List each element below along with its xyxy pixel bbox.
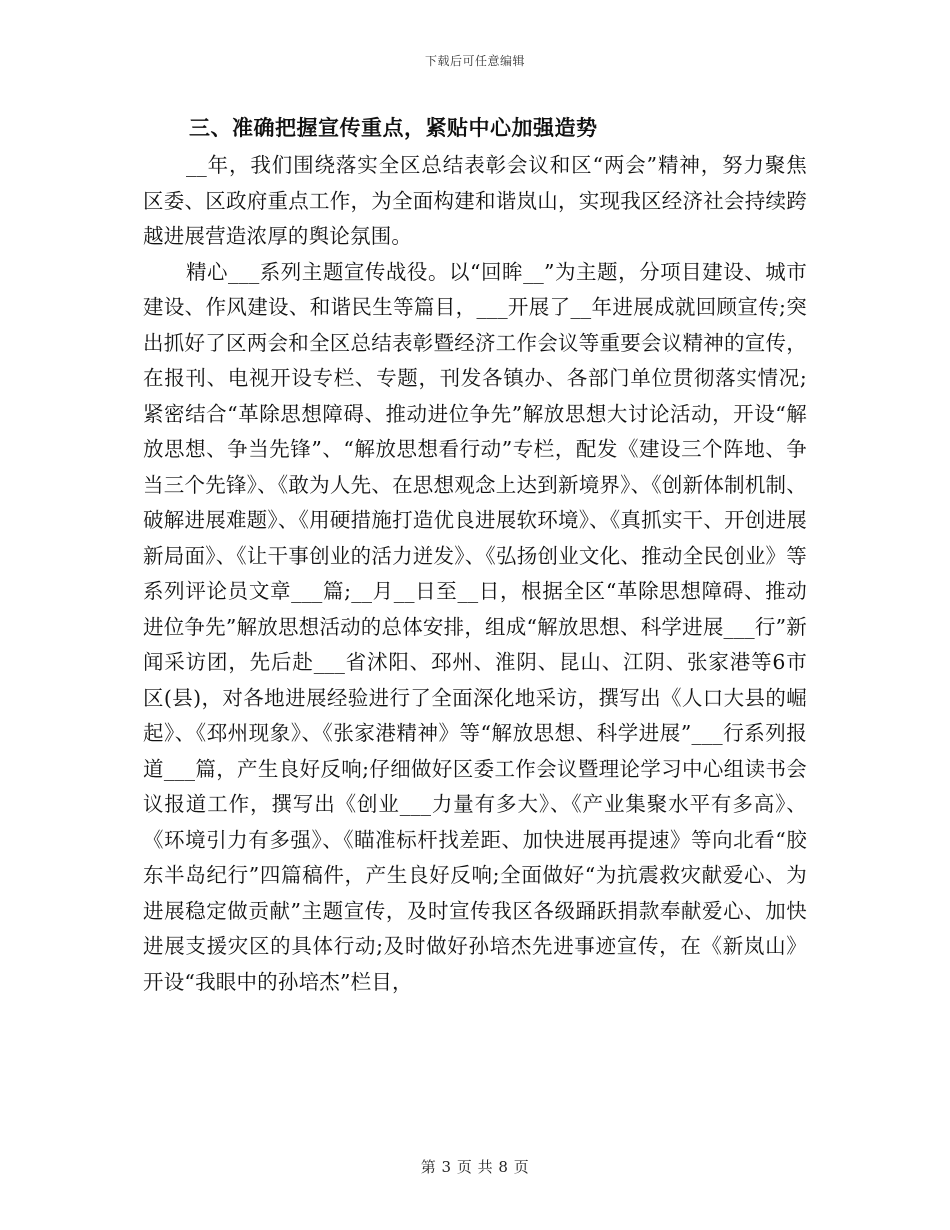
document-body (143, 108, 807, 1000)
page-number: 第 3 页 共 8 页 (420, 1158, 530, 1176)
paragraph-intro: __年，我们围绕落实全区总结表彰会议和区“两会”精神，努力聚焦区委、区政府重点工作，为全面构建和谐岚山，实现我区经济社会持续跨越进展营造浓厚的舆论氛围。 (143, 153, 807, 248)
page-header-note: 下载后可任意编辑 (424, 54, 525, 68)
paragraph-campaign: 精心___系列主题宣传战役。以“回眸__”为主题，分项目建设、城市建设、作风建设、和谐民生等篇目，___开展了__年进展成就回顾宣传;突出抓好了区两会和全区总结表彰暨经济工作会议等重要会议精神的宣传，在报刊、电视开设专栏、专题，刊发各镇办、各部门单位贯彻落实情况;紧密结合“革除思想障碍、推动进位争先”解放思想大讨论活动，开设“解放思想、争当先锋”、“解放思想看行动”专栏，配发《建设三个阵地、争当三个先锋》、《敢为人先、在思想观念上达到新境界》、《创新体制机制、破解进展难题》、《用硬措施打造优良进展软环境》、《真抓实干、开创进展新局面》、《让干事创业的活力迸发》、《弘扬创业文化、推动全民创业》等系列评论员文章___篇;__月__日至__日，根据全区“革除思想障碍、推动进位争先”解放思想活动的总体安排，组成“解放思想、科学进展___行”新闻采访团，先后赴___省沭阳、邳州、淮阴、昆山、江阴、张家港等6市区(县)，对各地进展经验进行了全面深化地采访，撰写出《人口大县的崛起》、《邳州现象》、《张家港精神》等“解放思想、科学进展”___行系列报道___篇，产生良好反响;仔细做好区委工作会议暨理论学习中心组读书会议报道工作，撰写出《创业___力量有多大》、《产业集聚水平有多高》、《环境引力有多强》、《瞄准标杆找差距、加快进展再提速》等向北看“胶东半岛纪行”四篇稿件，产生良好反响;全面做好“为抗震救灾献爱心、为进展稳定做贡献”主题宣传，及时宣传我区各级踊跃捐款奉献爱心、加快进展支援灾区的具体行动;及时做好孙培杰先进事迹宣传，在《新岚山》开设“我眼中的孙培杰”栏目， (143, 259, 807, 994)
section-title: 三、准确把握宣传重点，紧贴中心加强造势 (189, 115, 598, 140)
